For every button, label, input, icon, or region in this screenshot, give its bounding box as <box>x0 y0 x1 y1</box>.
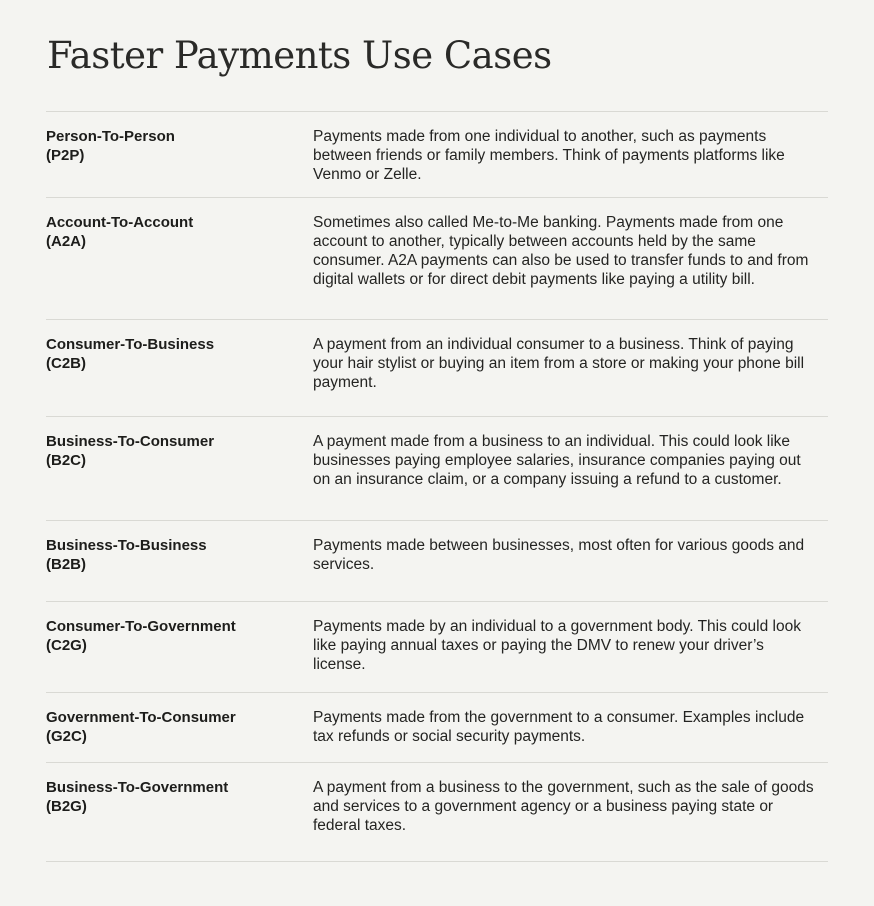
use-case-description: A payment from a business to the government, such as the sale of goods and services to a government agency or a business paying state or federal taxes. <box>313 779 814 834</box>
use-case-title: Business-To-Business <box>46 537 207 554</box>
table-row <box>46 693 828 763</box>
use-case-name <box>46 708 313 762</box>
use-case-description: Payments made from one individual to another, such as payments between friends or family members. Think of payments platforms like Venmo or Zelle. <box>313 128 785 183</box>
use-case-title: Business-To-Consumer <box>46 433 215 450</box>
page-title: Faster Payments Use Cases <box>47 34 552 77</box>
table-row <box>46 198 828 320</box>
use-case-title: Business-To-Government <box>46 779 229 796</box>
use-case-description: Payments made between businesses, most often for various goods and services. <box>313 537 805 573</box>
use-case-code: (P2P) <box>46 147 85 164</box>
use-case-code: (B2C) <box>46 452 86 469</box>
use-case-name <box>46 617 313 692</box>
use-case-description: Payments made from the government to a consumer. Examples include tax refunds or social security payments. <box>313 709 805 745</box>
use-case-description: A payment from an individual consumer to a business. Think of paying your hair stylist or buying an item from a store or making your phone bill payment. <box>313 336 805 391</box>
table-row <box>46 763 828 862</box>
use-case-code: (A2A) <box>46 233 86 250</box>
use-case-description: Sometimes also called Me-to-Me banking. Payments made from one account to another, typically between accounts held by the same consumer. A2A payments can also be used to transfer funds to and from digital wallets or for direct debit payments like paying a utility bill. <box>313 214 809 288</box>
use-case-code: (C2G) <box>46 637 87 654</box>
use-case-code: (B2G) <box>46 798 87 815</box>
use-case-name <box>46 127 313 197</box>
table-row <box>46 417 828 521</box>
use-cases-table <box>46 111 828 862</box>
use-case-name <box>46 335 313 416</box>
use-case-code: (C2B) <box>46 355 86 372</box>
table-row <box>46 320 828 417</box>
use-case-code: (G2C) <box>46 728 87 745</box>
use-case-description: Payments made by an individual to a government body. This could look like paying annual taxes or paying the DMV to renew your driver’s license. <box>313 618 801 673</box>
use-case-title: Consumer-To-Government <box>46 618 236 635</box>
use-case-name <box>46 778 313 861</box>
use-case-title: Consumer-To-Business <box>46 336 215 353</box>
table-row <box>46 602 828 693</box>
table-row <box>46 112 828 198</box>
use-case-title: Account-To-Account <box>46 214 194 231</box>
use-case-title: Government-To-Consumer <box>46 709 236 726</box>
use-case-title: Person-To-Person <box>46 128 175 145</box>
use-case-code: (B2B) <box>46 556 86 573</box>
use-case-name <box>46 213 313 319</box>
use-case-name <box>46 536 313 601</box>
use-case-name <box>46 432 313 520</box>
table-row <box>46 521 828 602</box>
use-case-description: A payment made from a business to an individual. This could look like businesses paying employee salaries, insurance companies paying out on an insurance claim, or a company issuing a refund to a customer. <box>313 433 801 488</box>
